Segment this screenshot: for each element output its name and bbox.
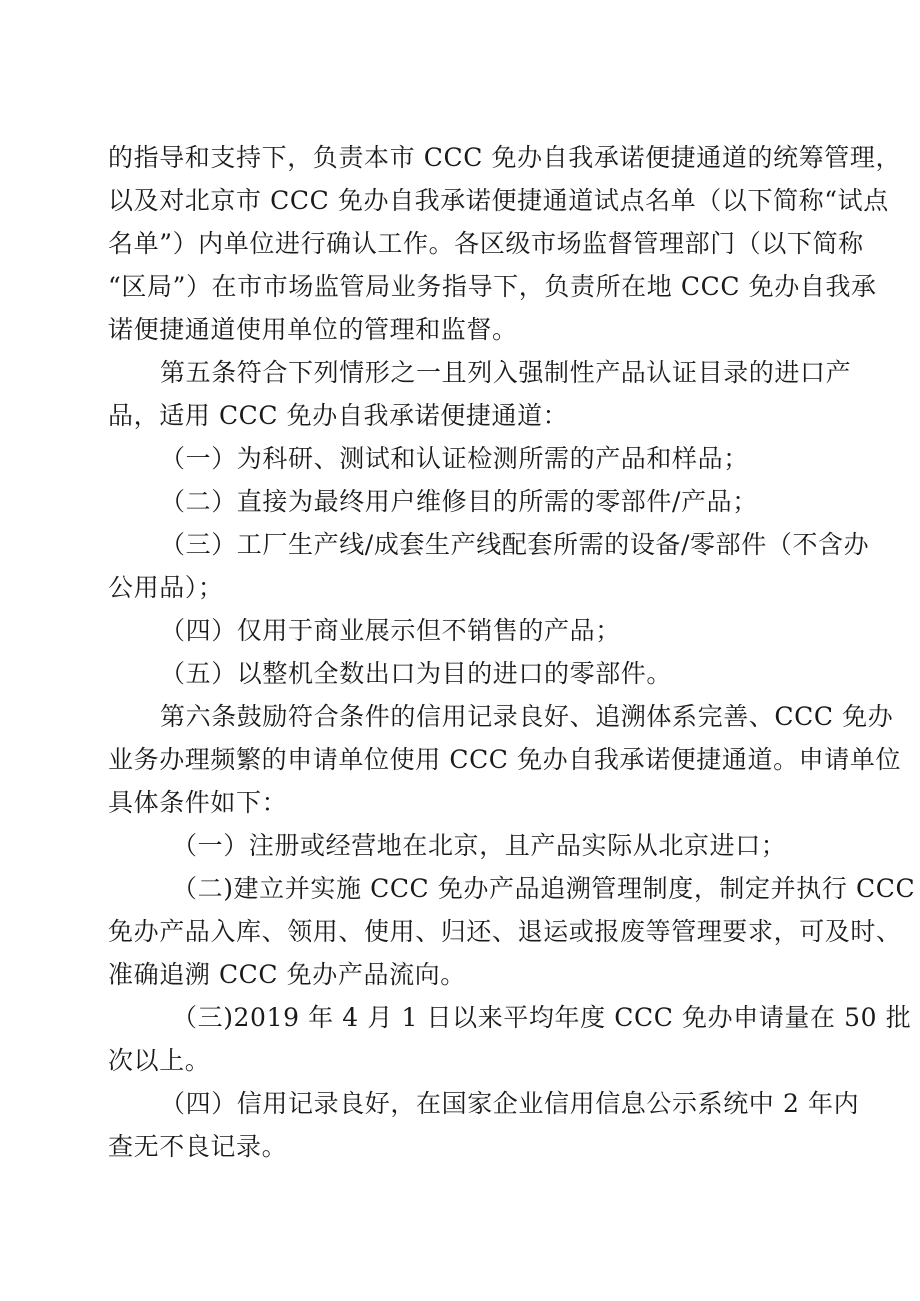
text-line: 诺便捷通道使用单位的管理和监督。 (108, 315, 518, 344)
list-item: （一）注册或经营地在北京，且产品实际从北京进口； (172, 831, 787, 860)
text-line: 次以上。 (108, 1046, 211, 1075)
text-line: 业务办理频繁的申请单位使用 CCC 免办自我承诺便捷通道。申请单位 (108, 745, 902, 774)
text-line: “区局”）在市市场监管局业务指导下，负责所在地 CCC 免办自我承 (108, 272, 877, 301)
list-item: （四）仅用于商业展示但不销售的产品； (160, 616, 621, 645)
list-item: （二)建立并实施 CCC 免办产品追溯管理制度，制定并执行 CCC (172, 874, 916, 903)
list-item: （三）工厂生产线/成套生产线配套所需的设备/零部件（不含办 (160, 530, 870, 559)
list-item: （五）以整机全数出口为目的进口的零部件。 (160, 659, 673, 688)
article-five-heading: 第五条符合下列情形之一且列入强制性产品认证目录的进口产 (160, 358, 852, 387)
text-line: 以及对北京市 CCC 免办自我承诺便捷通道试点名单（以下简称“试点 (108, 186, 889, 215)
article-six-heading: 第六条鼓励符合条件的信用记录良好、追溯体系完善、CCC 免办 (160, 702, 894, 731)
text-line: 公用品）； (108, 573, 224, 602)
list-item: （四）信用记录良好，在国家企业信用信息公示系统中 2 年内 (160, 1089, 860, 1118)
text-line: 名单”）内单位进行确认工作。各区级市场监督管理部门（以下简称 (108, 229, 864, 258)
text-line: 具体条件如下： (108, 788, 288, 817)
list-item: （三)2019 年 4 月 1 日以来平均年度 CCC 免办申请量在 50 批 (172, 1003, 912, 1032)
list-item: （一）为科研、测试和认证检测所需的产品和样品； (160, 444, 749, 473)
list-item: （二）直接为最终用户维修目的所需的零部件/产品； (160, 487, 758, 516)
text-line: 免办产品入库、领用、使用、归还、退运或报废等管理要求，可及时、 (108, 917, 902, 946)
text-line: 品，适用 CCC 免办自我承诺便捷通道： (108, 401, 569, 430)
text-line: 准确追溯 CCC 免办产品流向。 (108, 960, 466, 989)
text-line: 查无不良记录。 (108, 1132, 288, 1161)
text-line: 的指导和支持下，负责本市 CCC 免办自我承诺便捷通道的统筹管理， (108, 143, 902, 172)
